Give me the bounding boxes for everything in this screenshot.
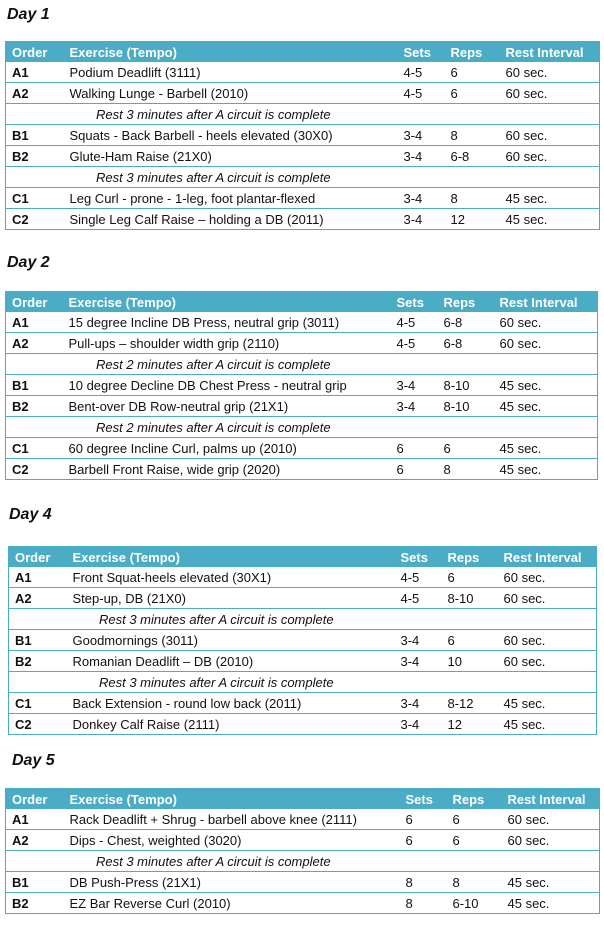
table-row: [6, 312, 598, 333]
cell-reps: 6-8: [445, 146, 500, 167]
cell-exercise: Pull-ups – shoulder width grip (2110): [63, 333, 391, 354]
cell-exercise: Donkey Calf Raise (2111): [67, 714, 395, 735]
table-row: [6, 333, 598, 354]
cell-rest: 45 sec.: [500, 188, 600, 209]
cell-reps: 12: [442, 714, 498, 735]
column-header-order: Order: [6, 292, 63, 313]
day-4-title: Day 4: [9, 506, 52, 523]
cell-reps: 8: [438, 459, 494, 480]
cell-rest: 60 sec.: [500, 62, 600, 83]
rest-note-row: [6, 104, 600, 125]
table-row: [9, 630, 597, 651]
rest-note: Rest 3 minutes after A circuit is complete: [9, 609, 597, 630]
cell-order: B1: [6, 872, 64, 893]
cell-sets: 6: [391, 459, 438, 480]
rest-note-row: [9, 672, 597, 693]
cell-exercise: 60 degree Incline Curl, palms up (2010): [63, 438, 391, 459]
cell-exercise: Barbell Front Raise, wide grip (2020): [63, 459, 391, 480]
cell-order: C1: [6, 438, 63, 459]
cell-order: B2: [9, 651, 67, 672]
table-row: [6, 62, 600, 83]
cell-reps: 8: [445, 125, 500, 146]
column-header-rest: Rest Interval: [502, 789, 600, 810]
column-header-order: Order: [9, 547, 67, 568]
rest-note-row: [6, 167, 600, 188]
cell-exercise: Back Extension - round low back (2011): [67, 693, 395, 714]
cell-sets: 4-5: [395, 588, 442, 609]
column-header-exercise: Exercise (Tempo): [67, 547, 395, 568]
cell-exercise: Dips - Chest, weighted (3020): [64, 830, 400, 851]
cell-exercise: EZ Bar Reverse Curl (2010): [64, 893, 400, 914]
cell-reps: 6: [445, 62, 500, 83]
cell-sets: 3-4: [398, 188, 445, 209]
cell-sets: 4-5: [398, 62, 445, 83]
table-row: [6, 809, 600, 830]
cell-rest: 45 sec.: [494, 375, 598, 396]
table-row: [6, 459, 598, 480]
table-row: [9, 651, 597, 672]
table-row: [9, 567, 597, 588]
cell-sets: 6: [400, 830, 447, 851]
cell-sets: 3-4: [395, 630, 442, 651]
table-row: [9, 588, 597, 609]
column-header-reps: Reps: [438, 292, 494, 313]
cell-rest: 60 sec.: [502, 809, 600, 830]
table-header-row: [6, 292, 598, 313]
day-5-title: Day 5: [12, 752, 55, 769]
cell-reps: 6: [447, 830, 502, 851]
table-row: [6, 188, 600, 209]
cell-exercise: Glute-Ham Raise (21X0): [64, 146, 398, 167]
cell-order: B2: [6, 146, 64, 167]
day-4-table: [8, 546, 597, 735]
cell-rest: 60 sec.: [498, 630, 597, 651]
cell-rest: 45 sec.: [494, 438, 598, 459]
table-row: [6, 872, 600, 893]
cell-reps: 6-8: [438, 333, 494, 354]
rest-note-row: [6, 417, 598, 438]
cell-order: A1: [6, 312, 63, 333]
cell-rest: 60 sec.: [498, 651, 597, 672]
cell-reps: 10: [442, 651, 498, 672]
cell-order: C1: [9, 693, 67, 714]
day-2-table: [5, 291, 598, 480]
cell-order: A2: [6, 83, 64, 104]
cell-rest: 45 sec.: [498, 714, 597, 735]
rest-note: Rest 3 minutes after A circuit is complete: [6, 104, 600, 125]
table-row: [6, 146, 600, 167]
column-header-reps: Reps: [445, 42, 500, 63]
day-2-title: Day 2: [7, 254, 50, 271]
cell-order: A1: [6, 62, 64, 83]
rest-note: Rest 3 minutes after A circuit is complete: [6, 851, 600, 872]
cell-sets: 4-5: [391, 333, 438, 354]
cell-rest: 45 sec.: [500, 209, 600, 230]
table-header-row: [9, 547, 597, 568]
cell-rest: 45 sec.: [502, 872, 600, 893]
cell-reps: 6-10: [447, 893, 502, 914]
cell-rest: 60 sec.: [502, 830, 600, 851]
column-header-sets: Sets: [395, 547, 442, 568]
cell-exercise: DB Push-Press (21X1): [64, 872, 400, 893]
cell-sets: 4-5: [395, 567, 442, 588]
cell-rest: 60 sec.: [494, 312, 598, 333]
rest-note: Rest 3 minutes after A circuit is complete: [9, 672, 597, 693]
cell-sets: 8: [400, 872, 447, 893]
cell-sets: 3-4: [398, 146, 445, 167]
column-header-exercise: Exercise (Tempo): [63, 292, 391, 313]
column-header-reps: Reps: [447, 789, 502, 810]
cell-order: A2: [9, 588, 67, 609]
cell-order: A2: [6, 333, 63, 354]
cell-order: B2: [6, 396, 63, 417]
cell-reps: 6: [445, 83, 500, 104]
cell-order: A1: [9, 567, 67, 588]
cell-sets: 3-4: [391, 375, 438, 396]
cell-sets: 3-4: [395, 651, 442, 672]
table-row: [6, 209, 600, 230]
cell-exercise: Podium Deadlift (3111): [64, 62, 398, 83]
cell-sets: 3-4: [391, 396, 438, 417]
cell-rest: 60 sec.: [500, 125, 600, 146]
table-row: [6, 83, 600, 104]
cell-order: B1: [9, 630, 67, 651]
table-row: [6, 438, 598, 459]
cell-sets: 4-5: [398, 83, 445, 104]
cell-exercise: 10 degree Decline DB Chest Press - neutral grip: [63, 375, 391, 396]
column-header-sets: Sets: [400, 789, 447, 810]
cell-order: C2: [6, 209, 64, 230]
cell-exercise: Walking Lunge - Barbell (2010): [64, 83, 398, 104]
column-header-rest: Rest Interval: [498, 547, 597, 568]
cell-rest: 45 sec.: [498, 693, 597, 714]
cell-order: B1: [6, 125, 64, 146]
cell-reps: 8: [445, 188, 500, 209]
table-row: [6, 893, 600, 914]
table-row: [9, 714, 597, 735]
day-1-table: [5, 41, 600, 230]
cell-exercise: Single Leg Calf Raise – holding a DB (2011): [64, 209, 398, 230]
cell-sets: 6: [400, 809, 447, 830]
cell-rest: 60 sec.: [498, 588, 597, 609]
cell-exercise: Romanian Deadlift – DB (2010): [67, 651, 395, 672]
cell-reps: 8-12: [442, 693, 498, 714]
cell-exercise: 15 degree Incline DB Press, neutral grip (3011): [63, 312, 391, 333]
table-row: [6, 396, 598, 417]
column-header-rest: Rest Interval: [500, 42, 600, 63]
cell-rest: 60 sec.: [498, 567, 597, 588]
day-1-title: Day 1: [7, 6, 50, 23]
cell-sets: 3-4: [395, 714, 442, 735]
column-header-reps: Reps: [442, 547, 498, 568]
cell-exercise: Goodmornings (3011): [67, 630, 395, 651]
column-header-sets: Sets: [398, 42, 445, 63]
rest-note: Rest 2 minutes after A circuit is complete: [6, 354, 598, 375]
cell-sets: 3-4: [395, 693, 442, 714]
cell-order: C1: [6, 188, 64, 209]
cell-rest: 60 sec.: [500, 83, 600, 104]
cell-exercise: Front Squat-heels elevated (30X1): [67, 567, 395, 588]
table-row: [9, 693, 597, 714]
table-row: [6, 125, 600, 146]
cell-sets: 3-4: [398, 209, 445, 230]
cell-sets: 3-4: [398, 125, 445, 146]
cell-reps: 8: [447, 872, 502, 893]
cell-sets: 4-5: [391, 312, 438, 333]
cell-exercise: Squats - Back Barbell - heels elevated (30X0): [64, 125, 398, 146]
cell-reps: 8-10: [438, 396, 494, 417]
table-header-row: [6, 42, 600, 63]
cell-rest: 60 sec.: [500, 146, 600, 167]
cell-exercise: Bent-over DB Row-neutral grip (21X1): [63, 396, 391, 417]
cell-reps: 12: [445, 209, 500, 230]
table-row: [6, 830, 600, 851]
day-5-table: [5, 788, 600, 914]
cell-exercise: Step-up, DB (21X0): [67, 588, 395, 609]
cell-reps: 6: [438, 438, 494, 459]
column-header-exercise: Exercise (Tempo): [64, 42, 398, 63]
cell-rest: 45 sec.: [502, 893, 600, 914]
table-row: [6, 375, 598, 396]
column-header-order: Order: [6, 42, 64, 63]
cell-reps: 8-10: [438, 375, 494, 396]
cell-order: C2: [6, 459, 63, 480]
cell-order: B2: [6, 893, 64, 914]
cell-sets: 8: [400, 893, 447, 914]
cell-reps: 8-10: [442, 588, 498, 609]
column-header-sets: Sets: [391, 292, 438, 313]
cell-reps: 6: [447, 809, 502, 830]
cell-rest: 45 sec.: [494, 396, 598, 417]
cell-order: A1: [6, 809, 64, 830]
cell-exercise: Leg Curl - prone - 1-leg, foot plantar-flexed: [64, 188, 398, 209]
column-header-exercise: Exercise (Tempo): [64, 789, 400, 810]
rest-note: Rest 2 minutes after A circuit is complete: [6, 417, 598, 438]
column-header-order: Order: [6, 789, 64, 810]
cell-reps: 6-8: [438, 312, 494, 333]
cell-exercise: Rack Deadlift + Shrug - barbell above knee (2111): [64, 809, 400, 830]
column-header-rest: Rest Interval: [494, 292, 598, 313]
rest-note: Rest 3 minutes after A circuit is complete: [6, 167, 600, 188]
table-header-row: [6, 789, 600, 810]
cell-sets: 6: [391, 438, 438, 459]
rest-note-row: [6, 354, 598, 375]
rest-note-row: [9, 609, 597, 630]
cell-rest: 45 sec.: [494, 459, 598, 480]
rest-note-row: [6, 851, 600, 872]
cell-order: A2: [6, 830, 64, 851]
cell-reps: 6: [442, 630, 498, 651]
cell-rest: 60 sec.: [494, 333, 598, 354]
cell-order: B1: [6, 375, 63, 396]
cell-reps: 6: [442, 567, 498, 588]
cell-order: C2: [9, 714, 67, 735]
